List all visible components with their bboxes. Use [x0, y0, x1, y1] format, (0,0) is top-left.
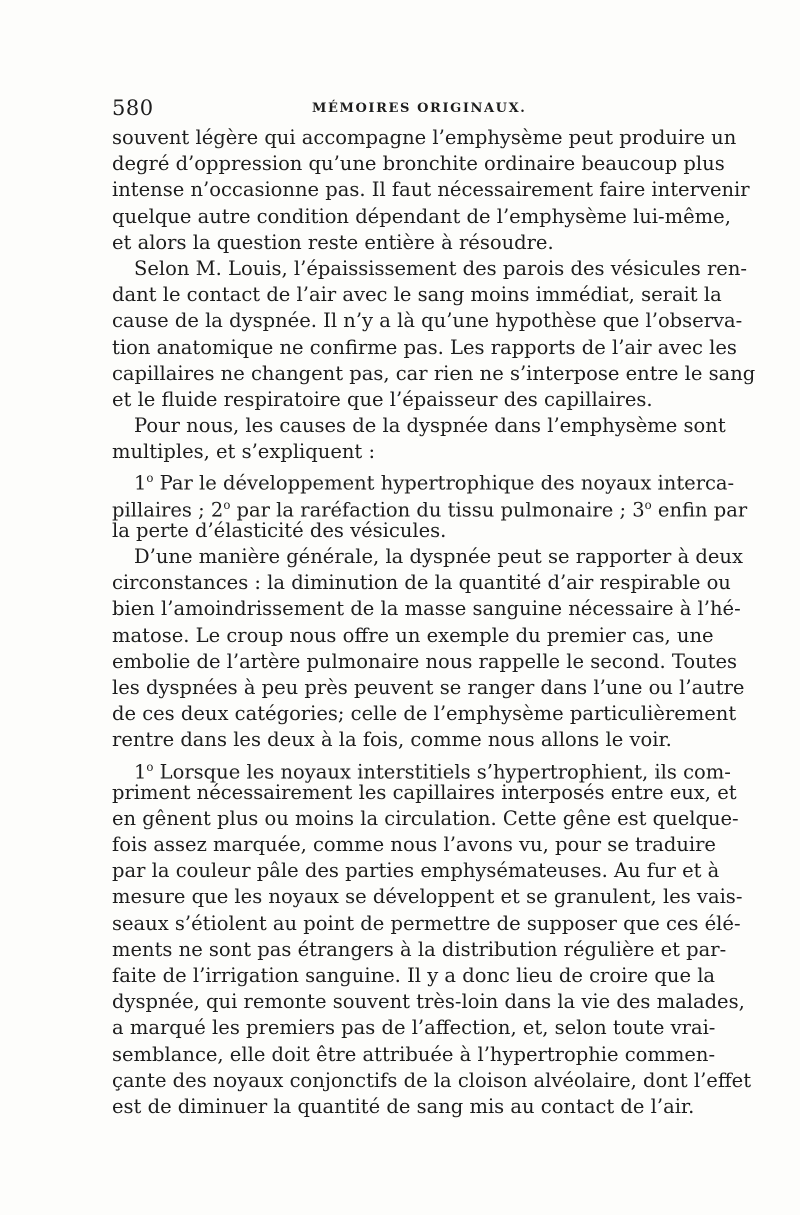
- text-line: et alors la question reste entière à résoudre.: [112, 230, 554, 254]
- text-line: quelque autre condition dépendant de l’emphysème lui-même,: [112, 204, 731, 228]
- text-line: de ces deux catégories; celle de l’emphysème particulièrement: [112, 702, 737, 726]
- text-line: degré d’oppression qu’une bronchite ordinaire beaucoup plus: [112, 152, 725, 176]
- text-line: fois assez marquée, comme nous l’avons vu, pour se traduire: [112, 833, 716, 857]
- text-line: dyspnée, qui remonte souvent très-loin dans la vie des malades,: [112, 990, 745, 1014]
- text-line: faite de l’irrigation sanguine. Il y a donc lieu de croire que la: [112, 964, 716, 987]
- text-line: dant le contact de l’air avec le sang moins immédiat, serait la: [112, 283, 722, 307]
- text-line: capillaires ne changent pas, car rien ne s’interpose entre le sang: [112, 361, 756, 385]
- text-line: par la couleur pâle des parties emphysémateuses. Au fur et à: [112, 859, 720, 883]
- running-header: [112, 96, 700, 124]
- text-line: seaux s’étiolent au point de permettre de supposer que ces élé-: [112, 911, 741, 935]
- text-line: matose. Le croup nous offre un exemple du premier cas, une: [112, 623, 714, 647]
- body-text: [112, 125, 756, 1120]
- text-line: la perte d’élasticité des vésicules.: [112, 518, 447, 542]
- text-line: 1$^o$ Lorsque les noyaux interstitiels s’hypertrophient, ils com-: [134, 759, 731, 783]
- text-line: ments ne sont pas étrangers à la distribution régulière et par-: [112, 937, 727, 961]
- text-line: embolie de l’artère pulmonaire nous rappelle le second. Toutes: [112, 649, 738, 673]
- page-number: 580: [112, 96, 154, 120]
- text-line: cause de la dyspnée. Il n’y a là qu’une hypothèse que l’observa-: [112, 309, 743, 333]
- text-line: les dyspnées à peu près peuvent se ranger dans l’une ou l’autre: [112, 675, 745, 699]
- text-line: çante des noyaux conjonctifs de la cloison alvéolaire, dont l’effet: [112, 1068, 752, 1092]
- text-line: D’une manière générale, la dyspnée peut se rapporter à deux: [134, 545, 743, 568]
- running-title: MÉMOIRES ORIGINAUX.: [312, 101, 527, 116]
- text-line: 1$^o$ Par le développement hypertrophique des noyaux interca-: [134, 471, 735, 495]
- text-line: rentre dans les deux à la fois, comme nous allons le voir.: [112, 728, 672, 752]
- text-line: en gênent plus ou moins la circulation. Cette gêne est quelque-: [112, 806, 739, 830]
- text-line: tion anatomique ne confirme pas. Les rapports de l’air avec les: [112, 335, 737, 359]
- text-line: est de diminuer la quantité de sang mis au contact de l’air.: [112, 1094, 695, 1118]
- text-line: semblance, elle doit être attribuée à l’hypertrophie commen-: [112, 1042, 716, 1066]
- text-line: pillaires ; 2$^o$ par la raréfaction du tissu pulmonaire ; 3$^o$ enfin par: [112, 497, 748, 522]
- text-line: a marqué les premiers pas de l’affection, et, selon toute vrai-: [112, 1016, 716, 1040]
- text-line: et le fluide respiratoire que l’épaisseur des capillaires.: [112, 387, 653, 411]
- text-line: bien l’amoindrissement de la masse sanguine nécessaire à l’hé-: [112, 597, 741, 621]
- text-line: Pour nous, les causes de la dyspnée dans l’emphysème sont: [134, 414, 726, 438]
- text-line: mesure que les noyaux se développent et se granulent, les vais-: [112, 885, 743, 909]
- text-line: Selon M. Louis, l’épaississement des parois des vésicules ren-: [134, 256, 747, 280]
- text-line: intense n’occasionne pas. Il faut nécessairement faire intervenir: [112, 178, 750, 202]
- text-line: priment nécessairement les capillaires interposés entre eux, et: [112, 780, 737, 804]
- text-line: souvent légère qui accompagne l’emphysème peut produire un: [112, 126, 737, 149]
- text-line: multiples, et s’expliquent :: [112, 440, 376, 464]
- text-line: circonstances : la diminution de la quantité d’air respirable ou: [112, 571, 731, 595]
